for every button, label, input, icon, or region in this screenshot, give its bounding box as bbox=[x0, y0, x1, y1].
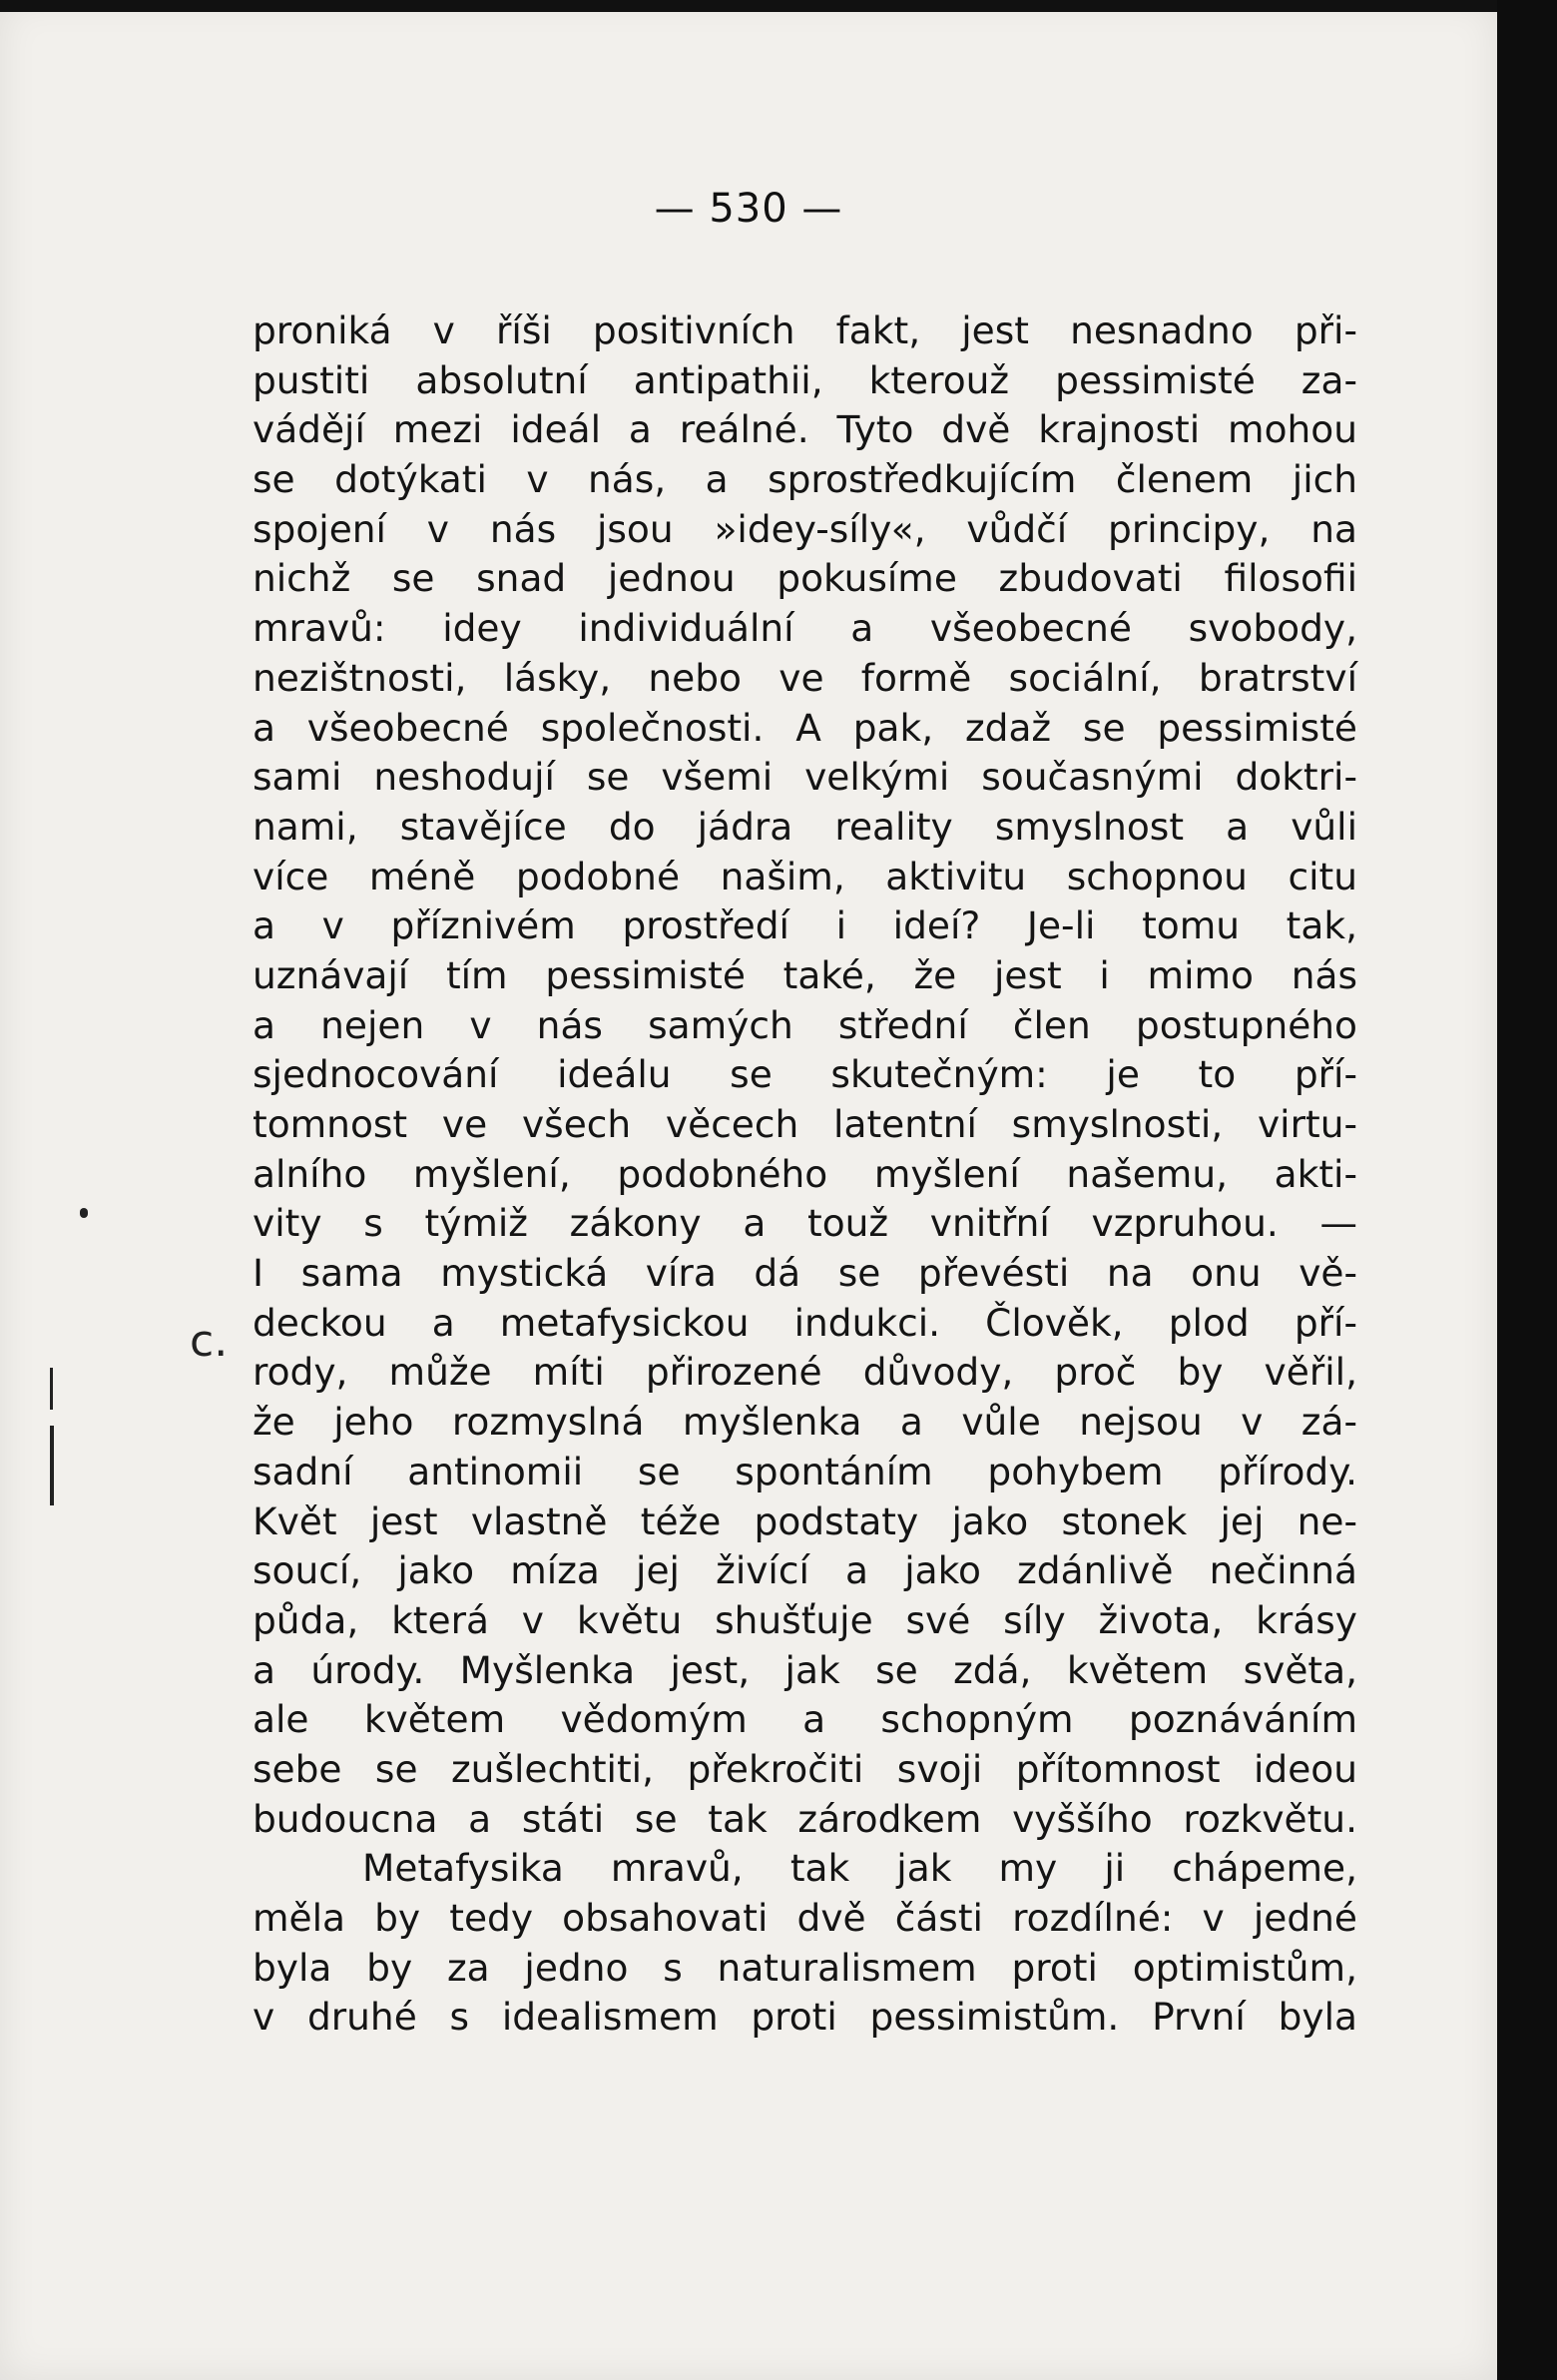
text-line: rody, může míti přirozené důvody, proč by věřil, bbox=[253, 1350, 1357, 1395]
text-line: tomnost ve všech věcech latentní smyslnosti, virtu- bbox=[253, 1102, 1357, 1146]
margin-note: c. bbox=[190, 1316, 229, 1367]
text-line: byla by za jedno s naturalismem proti optimistům, bbox=[253, 1945, 1357, 1990]
page-top-edge bbox=[0, 0, 1497, 12]
text-line: budoucna a státi se tak zárodkem vyššího rozkvětu. bbox=[253, 1796, 1357, 1841]
text-line: uznávají tím pessimisté také, že jest i mimo nás bbox=[253, 952, 1357, 997]
text-line: alního myšlení, podobného myšlení našemu, akti- bbox=[253, 1151, 1357, 1196]
text-line: nezištnosti, lásky, nebo ve formě sociální, bratrství bbox=[253, 655, 1357, 700]
text-line: soucí, jako míza jej živící a jako zdánlivě nečinná bbox=[253, 1548, 1357, 1593]
page-number: — 530 — bbox=[654, 186, 843, 232]
text-line: sadní antinomii se spontáním pohybem přírody. bbox=[253, 1449, 1357, 1493]
text-line: mravů: idey individuální a všeobecné svobody, bbox=[253, 606, 1357, 651]
page-right-edge bbox=[1497, 0, 1557, 2380]
text-line: nichž se snad jednou pokusíme zbudovati filosofii bbox=[253, 556, 1357, 601]
text-line: pustiti absolutní antipathii, kterouž pessimisté za- bbox=[253, 357, 1357, 402]
text-line: sebe se zušlechtiti, překročiti svoji přítomnost ideou bbox=[253, 1746, 1357, 1791]
text-line: a nejen v nás samých střední člen postupného bbox=[253, 1002, 1357, 1047]
text-line: v druhé s idealismem proti pessimistům. První byla bbox=[253, 1995, 1357, 2040]
text-line: více méně podobné našim, aktivitu schopnou citu bbox=[253, 854, 1357, 898]
paragraph-start-line: Metafysika mravů, tak jak my ji chápeme, bbox=[362, 1846, 1357, 1891]
text-line: se dotýkati v nás, a sprostředkujícím členem jich bbox=[253, 457, 1357, 502]
text-line: sjednocování ideálu se skutečným: je to pří- bbox=[253, 1052, 1357, 1097]
text-line: proniká v říši positivních fakt, jest nesnadno při- bbox=[253, 308, 1357, 352]
text-line: vádějí mezi ideál a reálné. Tyto dvě krajnosti mohou bbox=[253, 407, 1357, 452]
text-line: půda, která v květu shušťuje své síly života, krásy bbox=[253, 1597, 1357, 1642]
text-line: Květ jest vlastně téže podstaty jako stonek jej ne- bbox=[253, 1498, 1357, 1543]
text-line: měla by tedy obsahovati dvě části rozdílné: v jedné bbox=[253, 1896, 1357, 1940]
text-line: nami, stavějíce do jádra reality smyslnost a vůli bbox=[253, 804, 1357, 849]
margin-dot bbox=[80, 1208, 88, 1218]
text-line: vity s týmiž zákony a touž vnitřní vzpruhou. — bbox=[253, 1201, 1357, 1246]
text-line: a v příznivém prostředí i ideí? Je-li tomu tak, bbox=[253, 903, 1357, 948]
text-line: a úrody. Myšlenka jest, jak se zdá, květem světa, bbox=[253, 1647, 1357, 1692]
margin-bar-1 bbox=[50, 1368, 53, 1410]
body-text bbox=[253, 306, 1357, 2043]
text-line: ale květem vědomým a schopným poznáváním bbox=[253, 1697, 1357, 1742]
text-line: I sama mystická víra dá se převésti na onu vě- bbox=[253, 1251, 1357, 1296]
text-line: a všeobecné společnosti. A pak, zdaž se pessimisté bbox=[253, 705, 1357, 750]
text-line: sami neshodují se všemi velkými současnými doktri- bbox=[253, 755, 1357, 800]
margin-bar-2 bbox=[50, 1426, 54, 1505]
text-line: spojení v nás jsou »idey-síly«, vůdčí principy, na bbox=[253, 506, 1357, 551]
text-line: deckou a metafysickou indukci. Člověk, plod pří- bbox=[253, 1300, 1357, 1345]
text-line: že jeho rozmyslná myšlenka a vůle nejsou v zá- bbox=[253, 1400, 1357, 1445]
